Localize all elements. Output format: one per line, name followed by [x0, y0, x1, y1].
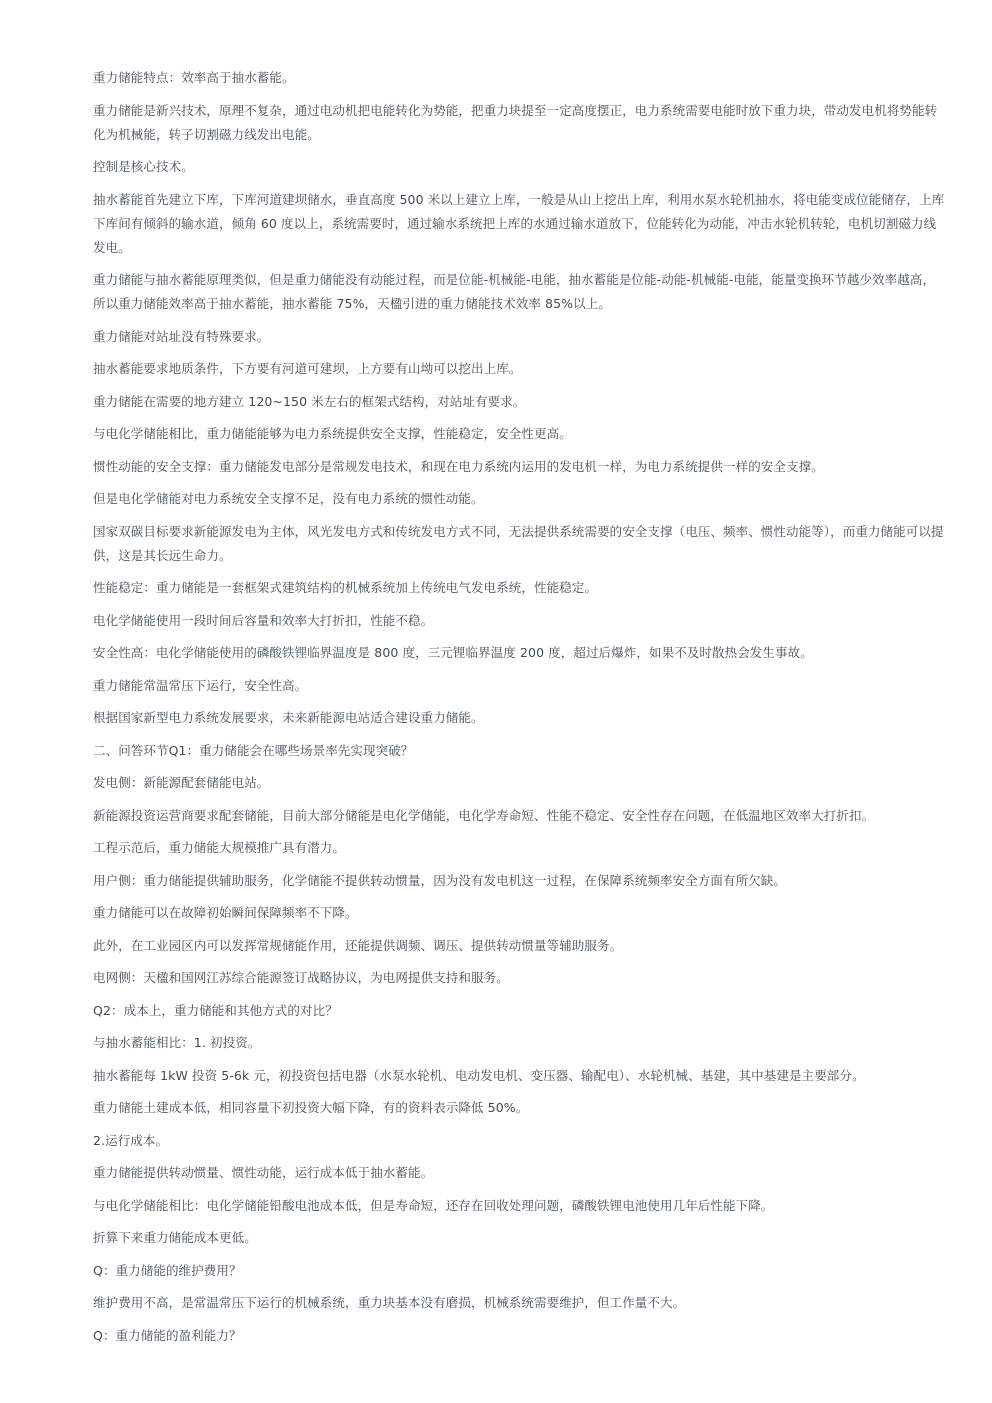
section-heading: 二、问答环节Q1：重力储能会在哪些场景率先实现突破？	[93, 742, 414, 758]
paragraph: 安全性高：电化学储能使用的磷酸铁锂临界温度是 800 度，三元锂临界温度 200 度，超过后爆炸，如果不及时散热会发生事故。	[93, 645, 813, 660]
paragraph: 2.运行成本。	[93, 1132, 169, 1148]
paragraph: 维护费用不高，是常温常压下运行的机械系统，重力块基本没有磨损，机械系统需要维护，但工作量不大。	[93, 1295, 686, 1310]
paragraph: 与抽水蓄能相比：1. 初投资。	[93, 1035, 261, 1050]
paragraph: 控制是核心技术。	[93, 159, 194, 174]
paragraph: 重力储能土建成本低，相同容量下初投资大幅下降，有的资料表示降低 50%。	[93, 1100, 529, 1115]
question: Q：重力储能的盈利能力？	[93, 1327, 242, 1343]
paragraph: 重力储能是新兴技术，原理不复杂，通过电动机把电能转化为势能，把重力块提至一定高度摆正，电力系统需要电能时放下重力块，带动发电机将势能转化为机械能，转子切割磁力线发出电能。	[93, 102, 938, 142]
paragraph: 重力储能特点：效率高于抽水蓄能。	[93, 70, 295, 85]
question: Q：重力储能的维护费用？	[93, 1262, 242, 1278]
paragraph: 性能稳定：重力储能是一套框架式建筑结构的机械系统加上传统电气发电系统，性能稳定。	[93, 580, 598, 595]
paragraph: 用户侧：重力储能提供辅助服务，化学储能不提供转动惯量，因为没有发电机这一过程，在保障系统频率安全方面有所欠缺。	[93, 872, 787, 888]
paragraph: 此外，在工业园区内可以发挥常规储能作用，还能提供调频、调压、提供转动惯量等辅助服务。	[93, 937, 623, 953]
paragraph: 与电化学储能相比，重力储能能够为电力系统提供安全支撑，性能稳定，安全性更高。	[93, 426, 572, 441]
paragraph: 新能源投资运营商要求配套储能，目前大部分储能是电化学储能，电化学寿命短、性能不稳定、安全性存在问题，在低温地区效率大打折扣。	[93, 807, 875, 823]
paragraph: 发电侧：新能源配套储能电站。	[93, 775, 270, 790]
paragraph: 根据国家新型电力系统发展要求，未来新能源电站适合建设重力储能。	[93, 710, 484, 725]
paragraph: 惯性动能的安全支撑：重力储能发电部分是常规发电技术，和现在电力系统内运用的发电机一样，为电力系统提供一样的安全支撑。	[93, 458, 824, 474]
paragraph: 与电化学储能相比：电化学储能铅酸电池成本低，但是寿命短，还存在回收处理问题，磷酸铁锂电池使用几年后性能下降。	[93, 1197, 774, 1213]
paragraph: 折算下来重力储能成本更低。	[93, 1230, 257, 1245]
document-page	[93, 66, 945, 1356]
paragraph: 但是电化学储能对电力系统安全支撑不足，没有电力系统的惯性动能。	[93, 491, 484, 506]
paragraph: 重力储能在需要的地方建立 120~150 米左右的框架式结构，对站址有要求。	[93, 393, 526, 409]
paragraph: 国家双碳目标要求新能源发电为主体，风光发电方式和传统发电方式不同，无法提供系统需要的安全支撑（电压、频率、惯性动能等），而重力储能可以提供，这是其长远生命力。	[93, 523, 944, 563]
paragraph: 抽水蓄能首先建立下库，下库河道建坝储水，垂直高度 500 米以上建立上库，一般是从山上挖出上库，利用水泵水轮机抽水，将电能变成位能储存，上库下库间有倾斜的输水道，倾角 60 度以上，系统需要时，通过输水系统把上库的水通过输水道放下，位能转化为动能，冲击水轮机转轮，电机切割磁力线发电。	[93, 191, 945, 255]
paragraph: 重力储能对站址没有特殊要求。	[93, 328, 270, 344]
paragraph: 抽水蓄能每 1kW 投资 5-6k 元，初投资包括电器（水泵水轮机、电动发电机、变压器、输配电）、水轮机械、基建，其中基建是主要部分。	[93, 1067, 865, 1083]
paragraph: 电网侧：天楹和国网江苏综合能源签订战略协议，为电网提供支持和服务。	[93, 970, 509, 985]
question: Q2：成本上，重力储能和其他方式的对比？	[93, 1002, 338, 1018]
paragraph: 重力储能常温常压下运行，安全性高。	[93, 677, 308, 693]
paragraph: 重力储能与抽水蓄能原理类似，但是重力储能没有动能过程，而是位能-机械能-电能，抽水蓄能是位能-动能-机械能-电能，能量变换环节越少效率越高，所以重力储能效率高于抽水蓄能，抽水蓄能 75%，天楹引进的重力储能技术效率 85%以上。	[93, 272, 936, 311]
paragraph: 抽水蓄能要求地质条件，下方要有河道可建坝，上方要有山坳可以挖出上库。	[93, 361, 522, 376]
paragraph: 电化学储能使用一段时间后容量和效率大打折扣，性能不稳。	[93, 612, 434, 628]
paragraph: 重力储能可以在故障初始瞬间保障频率不下降。	[93, 905, 358, 920]
paragraph: 重力储能提供转动惯量、惯性动能，运行成本低于抽水蓄能。	[93, 1165, 434, 1180]
paragraph: 工程示范后，重力储能大规模推广具有潜力。	[93, 840, 346, 855]
